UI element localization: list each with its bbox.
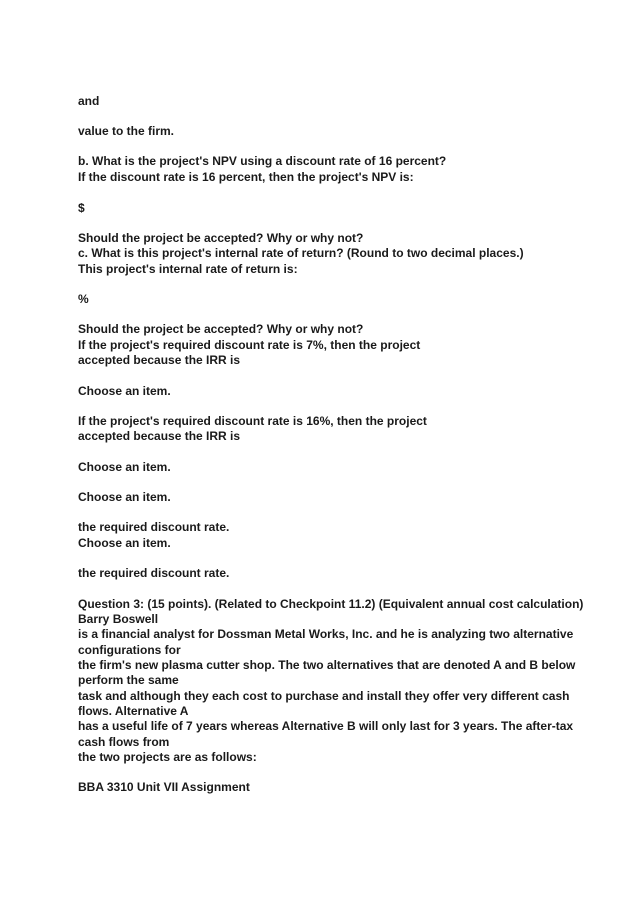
text-line: the required discount rate.	[78, 566, 230, 580]
text-line: Should the project be accepted? Why or why not?	[78, 322, 364, 336]
text-line: task and although they each cost to purchase and install they offer very different cash	[78, 689, 570, 703]
text-line: Choose an item.	[78, 490, 171, 504]
text-line: the required discount rate.	[78, 520, 230, 534]
text-line: configurations for	[78, 643, 181, 657]
text-line: the firm's new plasma cutter shop. The two alternatives that are denoted A and B below	[78, 658, 576, 672]
text-line: Choose an item.	[78, 460, 171, 474]
text-line: This project's internal rate of return is:	[78, 262, 298, 276]
text-line: and	[78, 94, 100, 108]
text-line: accepted because the IRR is	[78, 429, 241, 443]
text-line: Should the project be accepted? Why or why not?	[78, 231, 364, 245]
text-line: If the project's required discount rate is 7%, then the project	[78, 338, 421, 352]
text-line: flows. Alternative A	[78, 704, 189, 718]
text-line: value to the firm.	[78, 124, 175, 138]
text-line: has a useful life of 7 years whereas Alternative B will only last for 3 years. The after-tax	[78, 719, 574, 733]
text-line: cash flows from	[78, 735, 170, 749]
text-line: Question 3: (15 points). (Related to Checkpoint 11.2) (Equivalent annual cost calculation)	[78, 597, 584, 611]
text-line: If the discount rate is 16 percent, then the project's NPV is:	[78, 170, 414, 184]
text-line: c. What is this project's internal rate of return? (Round to two decimal places.)	[78, 246, 524, 260]
text-line: b. What is the project's NPV using a discount rate of 16 percent?	[78, 154, 447, 168]
text-line: $	[78, 201, 85, 215]
text-line: Choose an item.	[78, 384, 171, 398]
text-line: If the project's required discount rate is 16%, then the project	[78, 414, 427, 428]
text-line: accepted because the IRR is	[78, 353, 241, 367]
text-line: BBA 3310 Unit VII Assignment	[78, 780, 250, 794]
text-line: %	[78, 292, 89, 306]
text-line: the two projects are as follows:	[78, 750, 257, 764]
text-line: perform the same	[78, 673, 179, 687]
text-line: Choose an item.	[78, 536, 171, 550]
text-line: Barry Boswell	[78, 612, 159, 626]
text-line: is a financial analyst for Dossman Metal Works, Inc. and he is analyzing two alternative	[78, 627, 574, 641]
